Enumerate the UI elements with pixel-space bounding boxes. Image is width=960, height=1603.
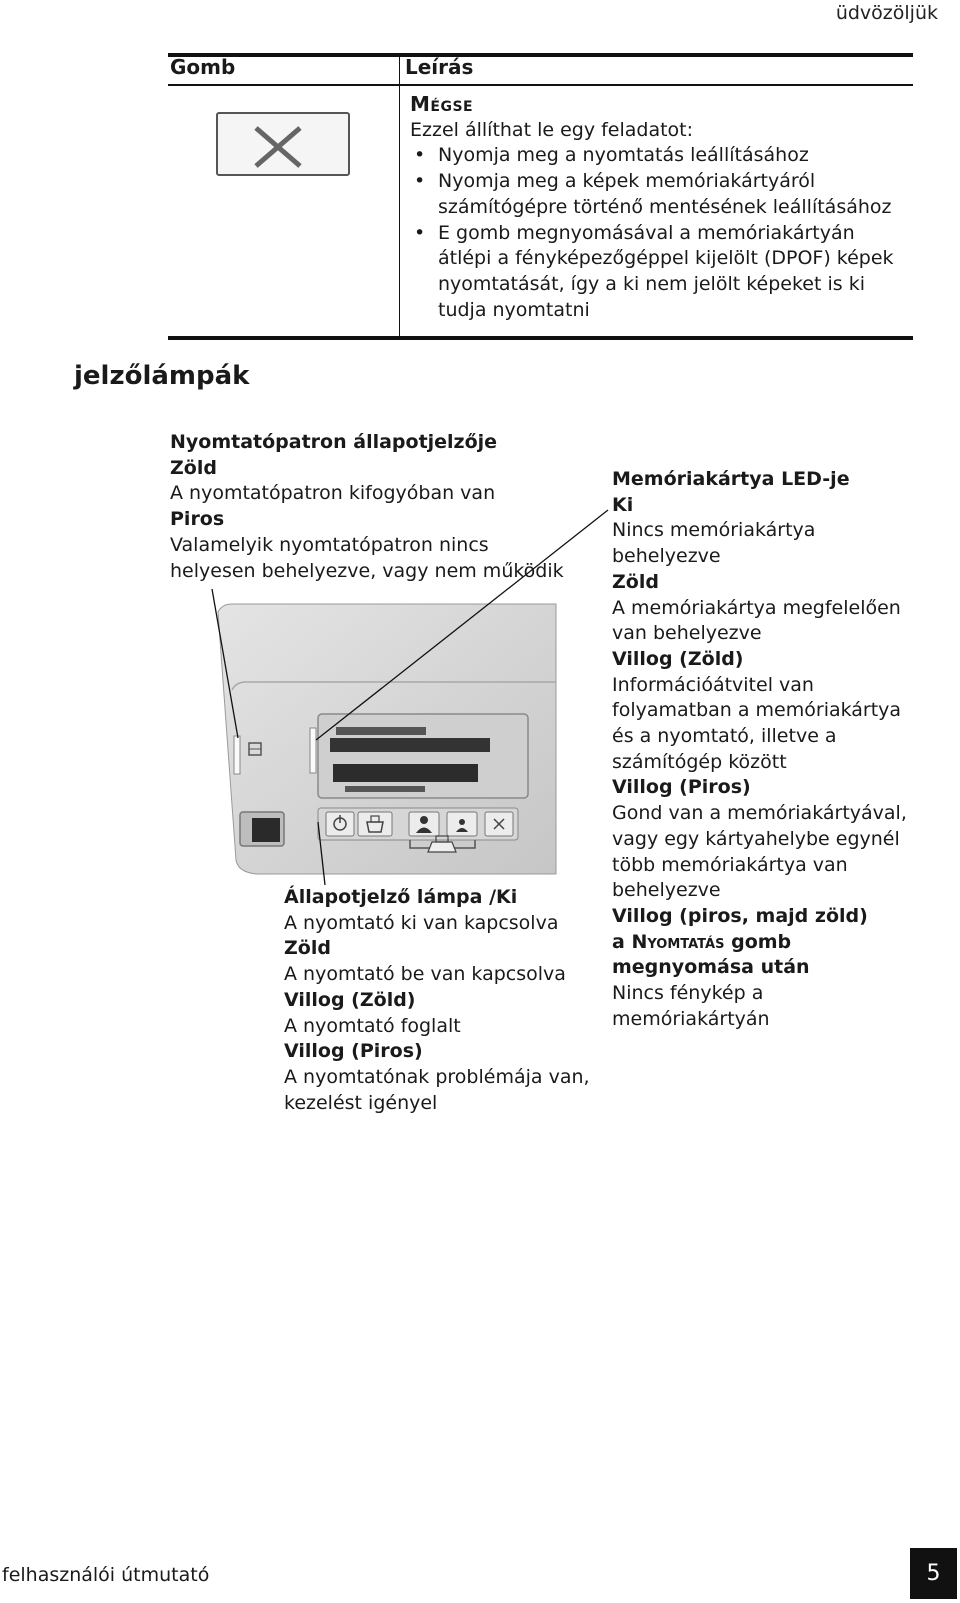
memory-green-label: Zöld — [612, 570, 659, 593]
memory-blink-green-text: Információátvitel van folyamatban a memóriakártya és a nyomtató, illetve a számítógép között — [612, 673, 902, 773]
memory-blink-rg-label-2a: a — [612, 930, 632, 953]
cartridge-red-label: Piros — [170, 508, 225, 531]
cancel-bullet: • E gomb megnyomásával a memóriakártyán átlépi a fényképezőgéppel kijelölt (DPOF) képek nyomtatását, így a ki nem jelölt képeket is ki tudja nyomtatni — [410, 221, 910, 324]
memory-blink-rg-label-1: Villog (piros, majd zöld) — [612, 904, 868, 927]
cancel-intro: Ezzel állíthat le egy feladatot: — [410, 118, 694, 141]
cancel-bullet: • Nyomja meg a képek memóriakártyáról számítógépre történő mentésének leállításához — [410, 169, 910, 220]
cancel-bullet: • Nyomja meg a nyomtatás leállításához — [410, 143, 910, 169]
section-title: jelzőlámpák — [74, 361, 250, 391]
cartridge-red-text: Valamelyik nyomtatópatron nincs helyesen behelyezve, vagy nem működik — [170, 533, 564, 582]
memory-blink-green-label: Villog (Zöld) — [612, 647, 744, 670]
status-green-text: A nyomtató be van kapcsolva — [284, 963, 566, 986]
status-green-label: Zöld — [284, 937, 331, 960]
running-header: üdvözöljük — [835, 2, 938, 24]
print-photo-icon — [358, 812, 392, 836]
cancel-title: Mégse — [410, 92, 474, 116]
status-led-callout — [284, 885, 614, 1116]
memory-green-text: A memóriakártya megfelelően van behelyezve — [612, 596, 901, 645]
footer-guide-name: felhasználói útmutató — [2, 1564, 210, 1586]
print-button-name: Nyomtatás — [631, 930, 725, 953]
cartridge-led-callout — [170, 430, 570, 584]
status-blink-red-label: Villog (Piros) — [284, 1040, 423, 1063]
memory-blink-red-text: Gond van a memóriakártyával, vagy egy kártyahelybe egynél több memóriakártya van behelyezve — [612, 802, 907, 902]
cartridge-green-label: Zöld — [170, 456, 217, 479]
memory-off-label: Ki — [612, 493, 634, 516]
person-large-icon — [409, 812, 439, 836]
memory-blink-rg-label-3: megnyomása után — [612, 956, 810, 979]
col-header-button: Gomb — [170, 55, 236, 79]
status-title: Állapotjelző lámpa /Ki — [284, 886, 518, 908]
memory-led-callout — [612, 467, 912, 1032]
status-blink-red-text: A nyomtatónak problémája van, kezelést igényel — [284, 1065, 590, 1114]
memory-title: Memóriakártya LED-je — [612, 468, 850, 490]
status-blink-green-label: Villog (Zöld) — [284, 988, 416, 1011]
status-blink-green-text: A nyomtató foglalt — [284, 1014, 461, 1037]
memory-blink-rg-label-2 — [612, 930, 912, 956]
cartridge-title: Nyomtatópatron állapotjelzője — [170, 431, 498, 453]
memory-blink-rg-label-2c: gomb — [724, 930, 792, 953]
power-icon — [326, 812, 354, 836]
memory-blink-rg-text: Nincs fénykép a memóriakártyán — [612, 982, 770, 1030]
person-small-icon — [447, 812, 477, 836]
cartridge-green-text: A nyomtatópatron kifogyóban van — [170, 482, 496, 505]
memory-off-text: Nincs memóriakártya behelyezve — [612, 519, 816, 568]
cancel-x-icon — [485, 812, 513, 836]
col-header-description: Leírás — [405, 55, 474, 79]
status-off-text: A nyomtató ki van kapcsolva — [284, 911, 559, 934]
memory-blink-red-label: Villog (Piros) — [612, 776, 751, 799]
page-number: 5 — [910, 1548, 957, 1599]
